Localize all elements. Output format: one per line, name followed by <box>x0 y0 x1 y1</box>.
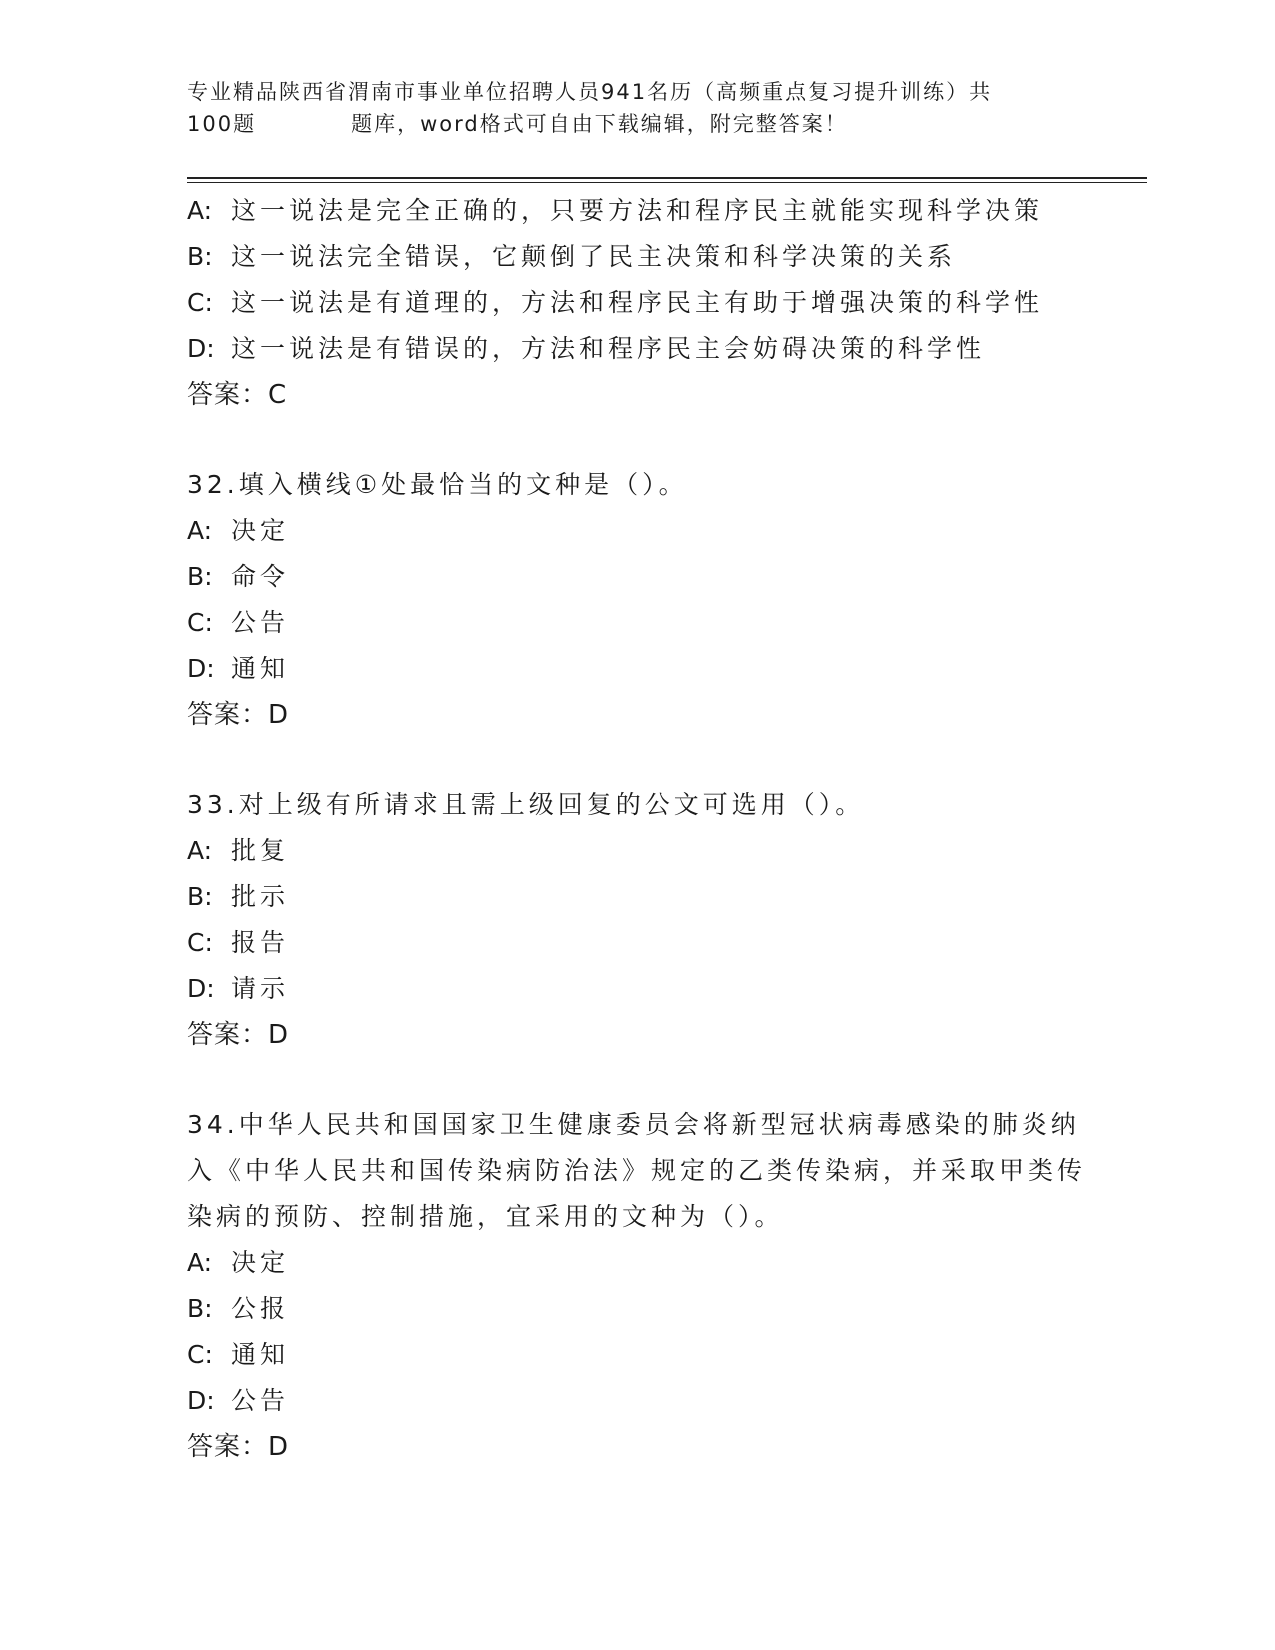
option-key: A: <box>187 836 213 865</box>
option-c <box>187 1332 1087 1378</box>
option-d <box>187 1378 1087 1424</box>
option-key: C: <box>187 1340 213 1369</box>
header-divider-thin <box>187 182 1147 183</box>
option-c <box>187 600 1087 646</box>
answer-line: 答案：D <box>187 1020 290 1050</box>
option-text: 这一说法是完全正确的，只要方法和程序民主就能实现科学决策 <box>231 196 1044 225</box>
option-key: B: <box>187 562 213 591</box>
option-key: B: <box>187 242 213 271</box>
option-b <box>187 1286 1087 1332</box>
option-key: C: <box>187 608 213 637</box>
option-d <box>187 966 1087 1012</box>
option-text: 公告 <box>231 1386 290 1415</box>
option-text: 请示 <box>231 974 290 1003</box>
answer-line: 答案：D <box>187 700 290 730</box>
option-b <box>187 874 1087 920</box>
header-description: 题库，word格式可自由下载编辑，附完整答案！ <box>351 112 848 136</box>
header-question-count: 100题 <box>187 112 257 136</box>
option-text: 决定 <box>231 516 290 545</box>
document-header <box>187 76 1067 140</box>
question-text: 34.中华人民共和国国家卫生健康委员会将新型冠状病毒感染的肺炎纳入《中华人民共和国传染病防治法》规定的乙类传染病，并采取甲类传染病的预防、控制措施，宜采用的文种为（）。 <box>187 1110 1087 1231</box>
option-key: A: <box>187 196 213 225</box>
option-key: A: <box>187 516 213 545</box>
option-a <box>187 508 1087 554</box>
option-text: 这一说法完全错误，它颠倒了民主决策和科学决策的关系 <box>231 242 957 271</box>
option-b <box>187 554 1087 600</box>
option-a <box>187 188 1087 234</box>
option-key: D: <box>187 974 215 1003</box>
option-a <box>187 828 1087 874</box>
option-text: 批示 <box>231 882 290 911</box>
answer-line: 答案：D <box>187 1432 290 1462</box>
option-key: C: <box>187 288 213 317</box>
option-d <box>187 646 1087 692</box>
option-key: D: <box>187 1386 215 1415</box>
question-33 <box>187 782 1087 1058</box>
option-text: 命令 <box>231 562 290 591</box>
option-key: A: <box>187 1248 213 1277</box>
option-text: 这一说法是有错误的，方法和程序民主会妨碍决策的科学性 <box>231 334 986 363</box>
option-key: B: <box>187 1294 213 1323</box>
question-32 <box>187 462 1087 738</box>
option-text: 报告 <box>231 928 290 957</box>
option-d <box>187 326 1087 372</box>
option-text: 公报 <box>231 1294 290 1323</box>
option-key: D: <box>187 654 215 683</box>
option-text: 通知 <box>231 1340 290 1369</box>
option-key: B: <box>187 882 213 911</box>
option-a <box>187 1240 1087 1286</box>
option-text: 这一说法是有道理的，方法和程序民主有助于增强决策的科学性 <box>231 288 1044 317</box>
question-34 <box>187 1102 1087 1470</box>
question-list <box>187 188 1087 1470</box>
option-text: 公告 <box>231 608 290 637</box>
answer-line: 答案：C <box>187 380 288 410</box>
option-text: 决定 <box>231 1248 290 1277</box>
header-line-1: 专业精品陕西省渭南市事业单位招聘人员941名历（高频重点复习提升训练）共 <box>187 80 993 104</box>
option-text: 批复 <box>231 836 290 865</box>
header-line-2 <box>187 108 1067 140</box>
option-key: D: <box>187 334 215 363</box>
option-key: C: <box>187 928 213 957</box>
header-divider-thick <box>187 177 1147 179</box>
option-c <box>187 920 1087 966</box>
option-c <box>187 280 1087 326</box>
option-text: 通知 <box>231 654 290 683</box>
question-text: 33.对上级有所请求且需上级回复的公文可选用（）。 <box>187 790 865 819</box>
option-b <box>187 234 1087 280</box>
question-31 <box>187 188 1087 418</box>
question-text: 32.填入横线①处最恰当的文种是（）。 <box>187 470 688 499</box>
